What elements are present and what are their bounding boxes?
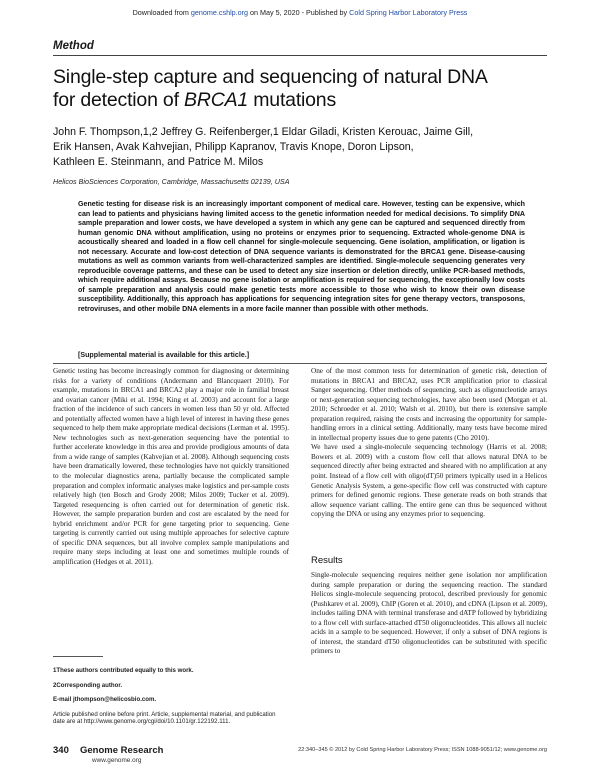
section-label: Method bbox=[53, 40, 94, 52]
publisher-link[interactable]: Cold Spring Harbor Laboratory Press bbox=[349, 8, 468, 17]
author-list bbox=[53, 125, 547, 170]
copyright-line: 22:340–345 © 2012 by Cold Spring Harbor Laboratory Press; ISSN 1088-9051/12; www.genome.org bbox=[298, 747, 547, 753]
title-line-2 bbox=[53, 89, 547, 112]
footnote-email[interactable]: E-mail jthompson@helicosbio.com. bbox=[53, 696, 157, 704]
download-banner bbox=[0, 8, 600, 17]
footnote-article-info: Article published online before print. Article, supplemental material, and publication date are at http://www.genome.org/cgi/doi/10.1101/gr.122192.111. bbox=[53, 711, 276, 726]
results-text: Single-molecule sequencing requires neither gene isolation nor amplification during sample preparation or during the sequencing reaction. The standard Helicos single-molecule sequencing protocol, described previously for genomic (Pushkarev et al. 2009), ChIP (Goren et al. 2010), and cDNA (Lipson et al. 2009), includes tailing DNA with terminal transferase and dATP followed by hybridizing to a flow cell with surface-attached dT50 oligonucleotides. This allows all nucleic acids in a sample to be sequenced. However, if only a subset of DNA regions is of interest, the standard dT50 oligonucleotides can be substituted with specific primers to bbox=[311, 571, 547, 656]
download-site-link[interactable]: genome.cshlp.org bbox=[190, 8, 249, 17]
journal-name: Genome Research bbox=[80, 745, 164, 756]
authors-line-3: Kathleen E. Steinmann, and Patrice M. Milos bbox=[53, 156, 264, 168]
footnote-corresponding: 2Corresponding author. bbox=[53, 681, 123, 689]
top-divider bbox=[53, 55, 547, 56]
footnote-divider bbox=[53, 656, 103, 657]
title-gene: BRCA1 bbox=[184, 89, 249, 111]
authors-line-2: Erik Hansen, Avak Kahvejian, Philipp Kapranov, Travis Knope, Doron Lipson, bbox=[53, 141, 414, 153]
download-prefix: Downloaded from bbox=[132, 8, 191, 17]
left-column-text: Genetic testing has become increasingly common for diagnosing or determining risks for a variety of conditions (Andermann and Blancquaert 2010). For example, mutations in BRCA1 and BRCA2 play a major role in familial breast and ovarian cancer (Miki et al. 1994; King et al. 2003) and account for a large fraction of the incidence of such cancers in women less than 50 yr old. Affected and potentially affected women have a high level of interest in having these genes sequenced to help them make appropriate medical decisions (Lerman et al. 1995). New technologies such as next-generation sequencing have the potential to further accelerate knowledge in this area and provide prodigious amounts of data from a wide range of samples (Kahvejian et al. 2008). Although sequencing costs have been dramatically lowered, these technologies have not quickly transitioned to the molecular diagnostics arena, partially because the complicated sample preparation and complex informatic analyses make logistics and per-sample costs relatively high (ten Bosch and Grody 2008; Milos 2009; Tucker et al. 2009). Targeted resequencing is often carried out for determination of genetic risk. However, the sample preparation burden and cost are escalated by the need for hybrid enrichment and/or PCR for gene targeting prior to sequencing. Gene targeting is currently carried out using multiple approaches for selective capture of specific DNA sequences, but all involve complex sample manipulations and require many steps including at least one and sometimes multiple rounds of amplification (Hedges et al. 2011). bbox=[53, 367, 289, 566]
title-suffix: mutations bbox=[248, 89, 337, 111]
affiliation: Helicos BioSciences Corporation, Cambridge, Massachusetts 02139, USA bbox=[53, 177, 290, 186]
right-column-intro: One of the most common tests for determination of genetic risk, detection of mutations in BRCA1 and BRCA2, uses PCR amplification prior to classical Sanger sequencing. Other methods of sequencing, such as oligonucleotide arrays or next-generation sequencing technologies, have also been used (Morgan et al. 2010; Schroeder et al. 2010; Walsh et al. 2010), but there is extensive sample preparation required, raising the costs and increasing the opportunity for sample-handling errors in a clinical setting. Additionally, many tests have become mired in intellectual property issues due to gene patents (Cho 2010). We have used a single-molecule sequencing technology (Harris et al. 2008; Bowers et al. 2009) with a custom flow cell that allows natural DNA to be sequenced directly after being extracted and sheared with no amplification at any point. Instead of a flow cell with oligo(dT)50 primers typically used in a Helicos Genetic Analysis System, a gene-specific flow cell was constructed with capture primers for defined genomic regions. These generate reads on both strands that allow sequence variant calling. The entire gene can thus be sequenced without copying the DNA or using any enzymes prior to sequencing. bbox=[311, 367, 547, 519]
journal-website[interactable]: www.genome.org bbox=[92, 757, 142, 764]
abstract: Genetic testing for disease risk is an increasingly important component of medical care. However, testing can be expensive, which can lead to patients and physicians having limited access to the genetic information needed for medical decisions. To simplify DNA sample preparation and lower costs, we have developed a system in which any gene can be captured and sequenced directly from human genomic DNA without amplification, using no proteins or enzymes prior to sequencing. Extracted whole-genome DNA is acoustically sheared and loaded in a flow cell channel for single-molecule sequencing. Gene isolation, amplification, or ligation is not necessary. Accurate and low-cost detection of DNA sequence variants is demonstrated for the BRCA1 gene. Disease-causing mutations as well as common variants from well-characterized samples are identified. Single-molecule sequencing generates very reproducible coverage patterns, and these can be used to detect any size insertion or deletion directly, unlike PCR-based methods, which require additional assays. Because no gene isolation or amplification is required for sequencing, the exceptionally low costs of sample preparation and analysis could make genetic tests more accessible to those who wish to know their own disease susceptibility. Additionally, this approach has applications for sequencing integration sites for gene therapy vectors, transposons, retroviruses, and other mobile DNA elements in a more facile manner than possible with other methods. bbox=[78, 200, 525, 314]
results-heading: Results bbox=[311, 555, 343, 566]
title-line-1: Single-step capture and sequencing of natural DNA bbox=[53, 66, 488, 88]
download-middle: on May 5, 2020 - Published by bbox=[248, 8, 350, 17]
footnote-equal-contribution: 1These authors contributed equally to this work. bbox=[53, 667, 194, 675]
abstract-divider bbox=[53, 363, 547, 364]
footnotes bbox=[53, 660, 289, 733]
supplemental-note: [Supplemental material is available for this article.] bbox=[78, 351, 250, 359]
title-prefix: for detection of bbox=[53, 89, 185, 111]
authors-line-1: John F. Thompson,1,2 Jeffrey G. Reifenberger,1 Eldar Giladi, Kristen Kerouac, Jaime Gill, bbox=[53, 126, 474, 138]
article-title bbox=[53, 66, 547, 112]
page-number: 340 bbox=[53, 745, 69, 756]
